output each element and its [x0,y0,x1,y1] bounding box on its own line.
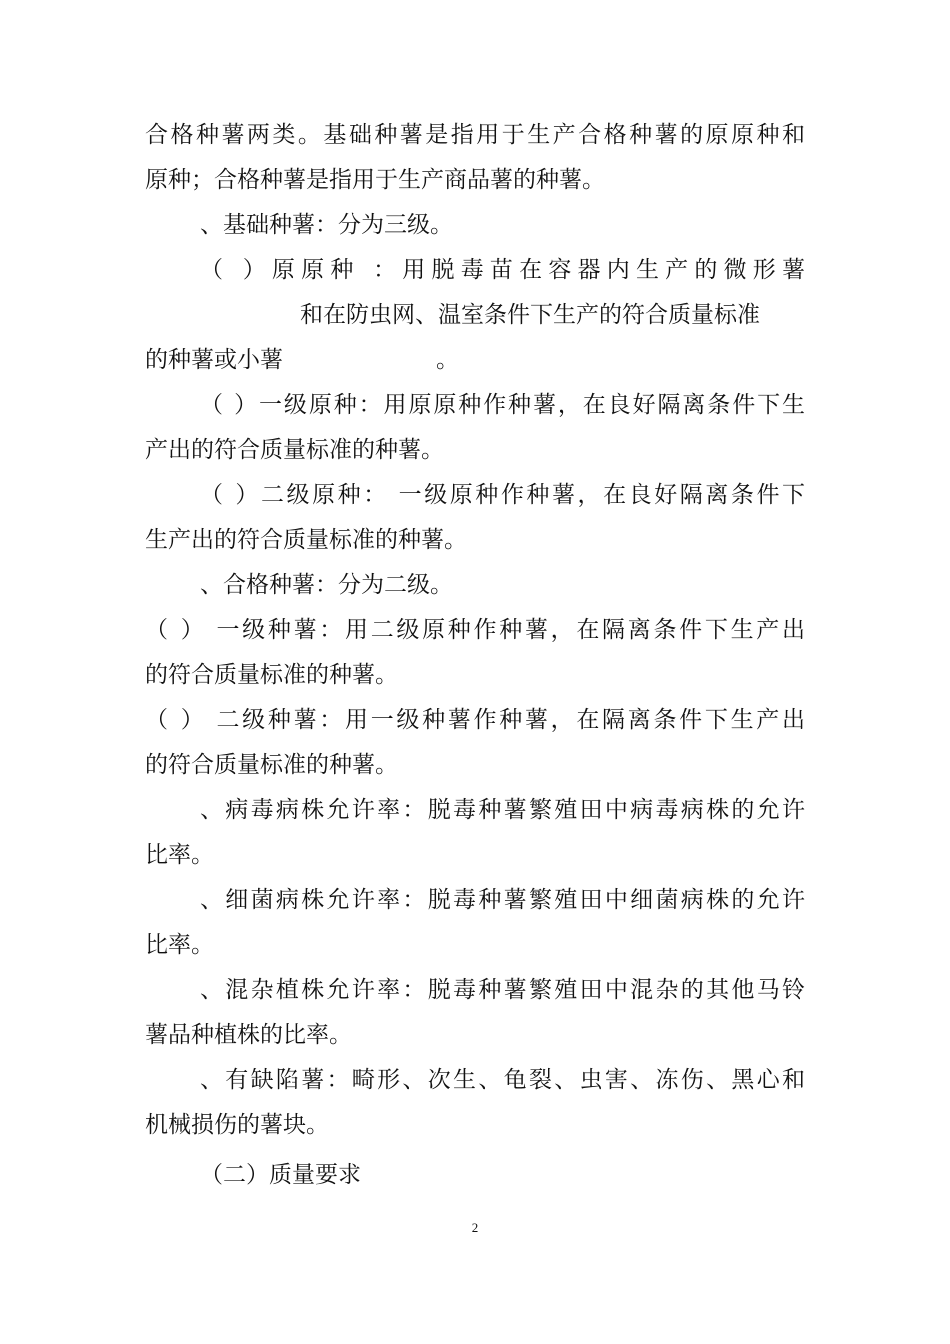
body-line: 和在防虫网、温室条件下生产的符合质量标准 [300,302,760,328]
section-heading-quality-requirements: （二）质量要求 [200,1162,361,1188]
body-line: （ ）二级原种： 一级原种作种薯，在良好隔离条件下 [200,482,805,508]
body-line: 的符合质量标准的种薯。 [145,662,398,688]
page-number: 2 [471,1220,479,1235]
body-line: 的符合质量标准的种薯。 [145,752,398,778]
section-heading-qualified-seed: 、合格种薯：分为二级。 [200,572,453,598]
body-line: 生产出的符合质量标准的种薯。 [145,527,467,553]
body-line: 、有缺陷薯：畸形、次生、龟裂、虫害、冻伤、黑心和 [200,1067,805,1093]
body-line: 、混杂植株允许率：脱毒种薯繁殖田中混杂的其他马铃 [200,977,805,1003]
body-line: 、病毒病株允许率：脱毒种薯繁殖田中病毒病株的允许 [200,797,805,823]
body-line: 机械损伤的薯块。 [145,1112,329,1138]
body-line-period: 。 [436,347,459,373]
body-line: 合格种薯两类。基础种薯是指用于生产合格种薯的原原种和 [145,122,805,148]
body-line: 的种薯或小薯 [145,347,283,373]
body-line: （ ）原原种 ：用脱毒苗在容器内生产的微形薯 [200,257,805,283]
body-line: （ ）一级原种：用原原种作种薯，在良好隔离条件下生 [200,392,805,418]
body-line: 产出的符合质量标准的种薯。 [145,437,444,463]
body-line: 、细菌病株允许率：脱毒种薯繁殖田中细菌病株的允许 [200,887,805,913]
body-line: （ ） 二级种薯：用一级种薯作种薯，在隔离条件下生产出 [145,707,805,733]
section-heading-base-seed: 、基础种薯：分为三级。 [200,212,453,238]
body-line: （ ） 一级种薯：用二级原种作种薯，在隔离条件下生产出 [145,617,805,643]
body-line: 原种；合格种薯是指用于生产商品薯的种薯。 [145,167,605,193]
body-line: 比率。 [145,932,214,958]
body-line: 薯品种植株的比率。 [145,1022,352,1048]
body-line: 比率。 [145,842,214,868]
